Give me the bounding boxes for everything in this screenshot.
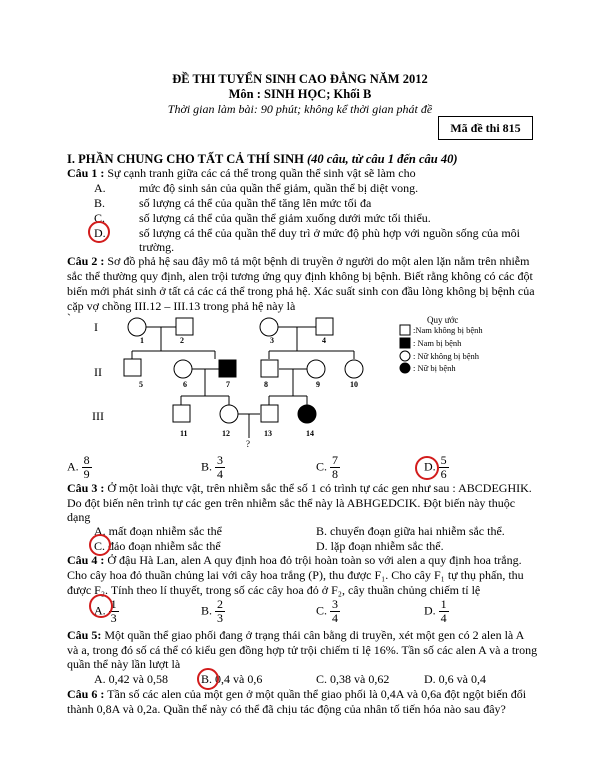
q2-answer-c	[316, 454, 340, 481]
q1-option-d-cont: trường.	[139, 240, 175, 254]
q3-option-b-text: chuyển đoạn giữa hai nhiễm sắc thể.	[330, 524, 505, 538]
q5-line-3: quần thể này lần lượt là	[67, 657, 181, 671]
q1-label: Câu 1 :	[67, 166, 105, 180]
q6-label: Câu 6 :	[67, 687, 105, 701]
numerator: 8	[83, 453, 90, 467]
q3-option-a-text: mất đoạn nhiễm sắc thể	[108, 524, 222, 538]
q2-line-3: biến mới phát sinh ở tất cả các cá thể trong phả hệ. Xác suất sinh con đầu lòng không bị bệnh của	[67, 284, 535, 298]
individual-8	[261, 360, 278, 377]
q1-option-a-letter: A.	[94, 181, 106, 195]
q4-answer-c	[316, 598, 340, 625]
number-14: 14	[306, 429, 314, 438]
exam-time: Thời gian làm bài: 90 phút; không kể thời gian phát đề	[167, 102, 433, 116]
number-12: 12	[222, 429, 230, 438]
legend-female-healthy-symbol	[400, 351, 410, 361]
generation-label-2: II	[94, 365, 102, 379]
q2-answer-circle	[415, 456, 439, 480]
fraction	[330, 454, 340, 481]
number-7: 7	[226, 380, 230, 389]
q2-label: Câu 2 :	[67, 254, 105, 268]
legend-male-affected: : Nam bị bệnh	[413, 338, 462, 348]
individual-7	[219, 360, 236, 377]
q1-option-c-letter: C.	[94, 211, 106, 225]
fraction	[82, 454, 92, 481]
q3-line-3: dạng	[67, 510, 91, 524]
legend-female-affected-symbol	[400, 363, 410, 373]
fraction	[215, 454, 225, 481]
q3-option-d-letter: D.	[316, 539, 328, 553]
q4-line-1	[67, 553, 522, 568]
numerator: 1	[440, 597, 447, 611]
individual-12	[220, 405, 238, 423]
q6-line-1	[67, 687, 526, 702]
q3-label: Câu 3 :	[67, 481, 105, 495]
q1-stem-line	[67, 166, 416, 181]
q4-line-3: được F₂. Tính theo lí thuyết, trong số các cây hoa đỏ ở F₂, cây thuần chủng chiếm tỉ lệ	[67, 583, 481, 597]
q6-text-1: Tần số các alen của một gen ở một quần thể giao phối là 0,4A và 0,6a đột ngột biến đổi	[107, 687, 527, 701]
q4-label: Câu 4 :	[67, 553, 105, 567]
q2-answer-c-letter: C.	[316, 459, 328, 474]
q3-option-d-text: lặp đoạn nhiễm sắc thể.	[330, 539, 444, 553]
q4-answer-b	[201, 598, 225, 625]
legend-title: Quy ước	[427, 315, 459, 325]
q5-option-d	[424, 672, 486, 687]
q1-option-b: số lượng cá thể của quần thể tăng lên mức tối đa	[139, 196, 372, 210]
q5-option-c	[316, 672, 389, 687]
q3-option-b	[316, 524, 505, 539]
q3-text-1: Ở một loài thực vật, trên nhiễm sắc thể số 1 có trình tự các gen như sau : ABCDEGHIK.	[107, 481, 532, 495]
legend-female-affected: : Nữ bị bệnh	[413, 363, 456, 373]
legend-male-healthy: :Nam không bị bệnh	[413, 325, 483, 335]
q5-option-d-text: 0,6 và 0,4	[438, 672, 486, 686]
question-mark: ?	[246, 439, 250, 449]
q1-option-d: số lượng cá thể của quần thể duy trì ở mức độ phù hợp với nguồn sống của môi	[139, 226, 520, 240]
pedigree-diagram	[80, 310, 540, 450]
section-title: I. PHẦN CHUNG CHO TẤT CẢ THÍ SINH	[67, 152, 304, 166]
numerator: 3	[332, 597, 339, 611]
number-13: 13	[264, 429, 272, 438]
q1-option-c: số lượng cá thể của quần thể giảm xuống dưới mức tối thiểu.	[139, 211, 431, 225]
q5-line-2: và a, trong đó số cá thể có kiểu gen đồng hợp tử trội chiếm tỉ lệ 16%. Tần số các alen A và a trong	[67, 643, 538, 657]
q5-line-1	[67, 628, 524, 643]
number-4: 4	[322, 336, 326, 345]
fraction	[215, 598, 225, 625]
q3-option-c-letter: C.	[94, 539, 106, 553]
q4-line-2: Cho cây hoa đỏ thuần chủng lai với cây hoa trắng (P), thu được F₁. Cho cây F₁ tự thụ phấn, thu	[67, 568, 524, 582]
q2-line-1	[67, 254, 529, 269]
individual-13	[261, 405, 278, 422]
individual-5	[124, 359, 141, 376]
q3-option-a	[94, 524, 222, 539]
number-1: 1	[140, 336, 144, 345]
q2-line-4: cặp vợ chồng III.12 – III.13 trong phả hệ này là	[67, 299, 296, 313]
numerator: 7	[332, 453, 339, 467]
q2-answer-d-letter: D.	[424, 459, 436, 474]
denominator: 3	[217, 611, 224, 625]
q3-line-1	[67, 481, 532, 496]
q3-option-a-letter: A.	[94, 524, 106, 538]
individual-9	[307, 360, 325, 378]
q4-answer-a-letter: A.	[94, 603, 106, 618]
numerator: 3	[217, 453, 224, 467]
q5-option-a-letter: A.	[94, 672, 106, 686]
legend-female-healthy: : Nữ không bị bệnh	[413, 351, 479, 361]
number-5: 5	[139, 380, 143, 389]
fraction	[330, 598, 340, 625]
generation-label-1: I	[94, 320, 98, 334]
q5-option-a-text: 0,42 và 0,58	[108, 672, 168, 686]
q4-answer-circle	[89, 594, 113, 618]
number-10: 10	[350, 380, 358, 389]
exam-code-box: Mã đề thi 815	[438, 116, 533, 140]
q2-answer-b	[201, 454, 225, 481]
individual-1	[128, 318, 146, 336]
individual-2	[176, 318, 193, 335]
fraction	[439, 598, 449, 625]
q4-text-1: Ở đậu Hà Lan, alen A quy định hoa đỏ trội hoàn toàn so với alen a quy định hoa trắng.	[107, 553, 522, 567]
q5-option-c-letter: C.	[316, 672, 328, 686]
exam-title: ĐỀ THI TUYỂN SINH CAO ĐẲNG NĂM 2012	[172, 72, 428, 86]
q4-answer-b-letter: B.	[201, 603, 213, 618]
legend-male-healthy-symbol	[400, 325, 410, 335]
section-note: (40 câu, từ câu 1 đến câu 40)	[306, 152, 458, 166]
denominator: 9	[83, 467, 90, 481]
individual-10	[345, 360, 363, 378]
individual-3	[260, 318, 278, 336]
q5-option-c-text: 0,38 và 0,62	[330, 672, 390, 686]
denominator: 6	[440, 467, 447, 481]
fraction	[439, 454, 449, 481]
q1-answer-circle	[88, 221, 110, 243]
number-8: 8	[264, 380, 268, 389]
q5-label: Câu 5:	[67, 628, 102, 642]
denominator: 4	[440, 611, 447, 625]
q1-option-b-letter: B.	[94, 196, 106, 210]
q5-text-1: Một quần thể giao phối đang ở trạng thái cân bằng di truyền, xét một gen có 2 alen là A	[104, 628, 525, 642]
numerator: 2	[217, 597, 224, 611]
denominator: 8	[332, 467, 339, 481]
denominator: 3	[110, 611, 117, 625]
individual-14	[298, 405, 316, 423]
number-2: 2	[180, 336, 184, 345]
numerator: 5	[440, 453, 447, 467]
q3-option-d	[316, 539, 444, 554]
number-6: 6	[183, 380, 187, 389]
individual-4	[316, 318, 333, 335]
q6-line-2: thành 0,8A và 0,2a. Quần thể này có thể đã chịu tác động của nhân tố tiến hóa nào sau đây?	[67, 702, 506, 716]
q3-option-c-text: đảo đoạn nhiễm sắc thể	[108, 539, 221, 553]
q2-answer-a	[67, 454, 92, 481]
numerator: 1	[110, 597, 117, 611]
section-heading	[67, 152, 458, 167]
number-3: 3	[270, 336, 274, 345]
number-9: 9	[316, 380, 320, 389]
exam-subject: Môn : SINH HỌC; Khối B	[228, 87, 372, 101]
q5-option-b-text: 0,4 và 0,6	[215, 672, 263, 686]
q4-answer-d	[424, 598, 449, 625]
q1-option-d-letter: D.	[94, 226, 106, 240]
denominator: 4	[217, 467, 224, 481]
q2-text-1: Sơ đồ phả hệ sau đây mô tả một bệnh di truyền ở người do một alen lặn nằm trên nhiễm	[107, 254, 530, 268]
q1-option-a: mức độ sinh sản của quần thể giảm, quần thể bị diệt vong.	[139, 181, 419, 195]
q5-option-d-letter: D.	[424, 672, 436, 686]
q2-line-2: sắc thể thường quy định, alen trội tương ứng quy định không bị bệnh. Biết rằng không có các đột	[67, 269, 533, 283]
q2-tick: `	[67, 311, 71, 325]
number-11: 11	[180, 429, 188, 438]
q4-answer-d-letter: D.	[424, 603, 436, 618]
q5-option-a	[94, 672, 168, 687]
q1-stem: Sự cạnh tranh giữa các cá thể trong quần thể sinh vật sẽ làm cho	[107, 166, 416, 180]
q3-option-c	[94, 539, 221, 554]
q5-option-b-letter: B.	[201, 672, 213, 686]
denominator: 4	[332, 611, 339, 625]
q3-line-2: Do đột biến nên trình tự các gen trên nhiễm sắc thể này là ABHGEDCIK. Đột biến này thuộc	[67, 496, 516, 510]
individual-6	[174, 360, 192, 378]
legend-male-affected-symbol	[400, 338, 410, 348]
generation-label-3: III	[92, 409, 104, 423]
individual-11	[173, 405, 190, 422]
q3-option-b-letter: B.	[316, 524, 328, 538]
q2-answer-b-letter: B.	[201, 459, 213, 474]
q4-answer-c-letter: C.	[316, 603, 328, 618]
q2-answer-a-letter: A.	[67, 459, 79, 474]
